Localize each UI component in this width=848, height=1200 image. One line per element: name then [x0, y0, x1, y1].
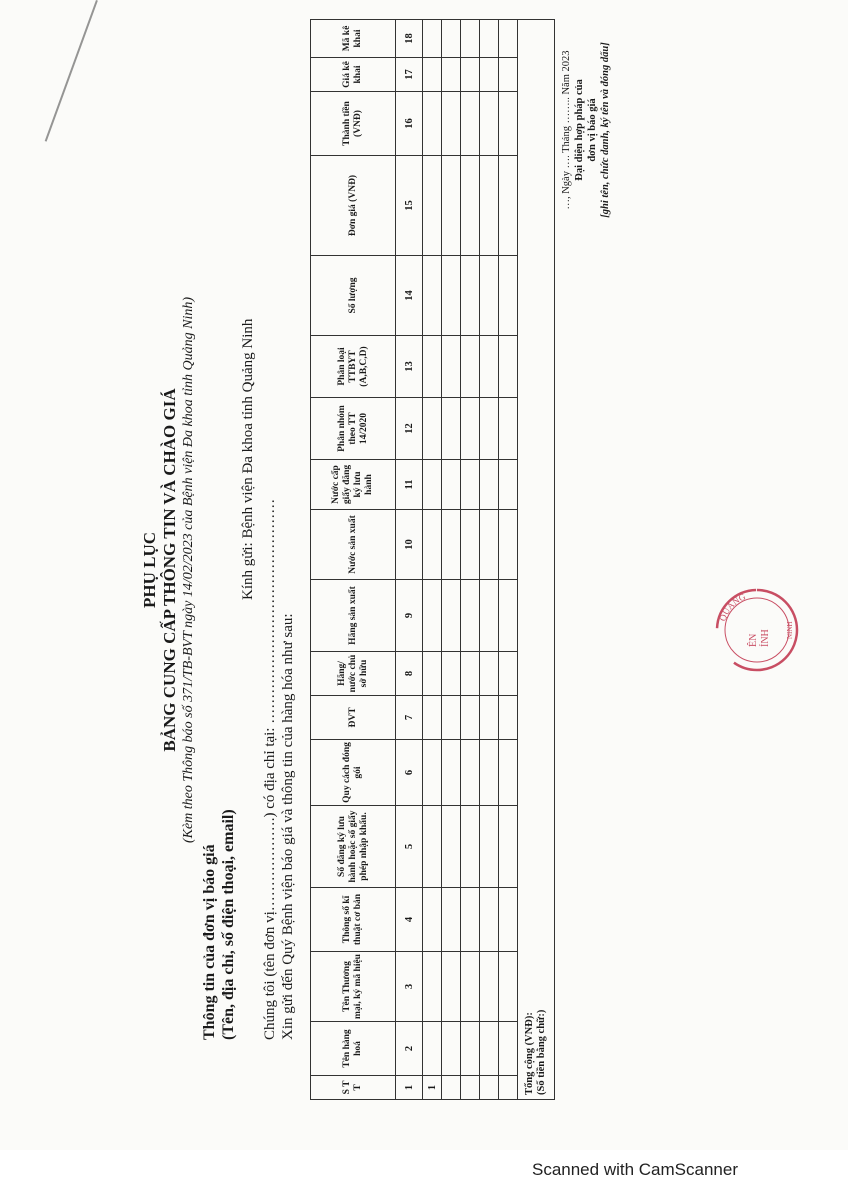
column-number: 6: [396, 740, 423, 806]
table-cell: [480, 1076, 499, 1100]
signature-date-line: …, Ngày …. Tháng …….. Năm 2023: [561, 50, 572, 210]
table-cell: [499, 580, 518, 652]
table-cell: [423, 336, 442, 398]
sender-heading: Thông tin của đơn vị báo giá: [201, 844, 218, 1040]
table-cell: [442, 1022, 461, 1076]
table-cell: [499, 510, 518, 580]
table-cell: [480, 398, 499, 460]
stamp-text-inner-2: ỈNH: [760, 629, 771, 647]
table-cell: [423, 92, 442, 156]
table-cell: [461, 398, 480, 460]
table-cell: [423, 806, 442, 888]
table-cell: [442, 156, 461, 256]
table-cell: [423, 256, 442, 336]
column-number: 9: [396, 580, 423, 652]
table-cell: [442, 696, 461, 740]
table-cell: [461, 696, 480, 740]
col-header: Số lượng: [311, 256, 396, 336]
table-cell: [499, 336, 518, 398]
table-cell: [442, 806, 461, 888]
table-cell: [480, 1022, 499, 1076]
column-number: 2: [396, 1022, 423, 1076]
table-cell: [423, 1022, 442, 1076]
document-subtitle: (Kèm theo Thông báo số 371/TB-BVT ngày 14/02/2023 của Bệnh viện Đa khoa tỉnh Quảng Ninh): [181, 296, 196, 844]
column-number: 10: [396, 510, 423, 580]
table-cell: [480, 92, 499, 156]
col-header: Quy cách đóng gói: [311, 740, 396, 806]
table-row: [423, 20, 442, 1100]
table-cell: [499, 92, 518, 156]
column-number: 1: [396, 1076, 423, 1100]
table-cell: [442, 336, 461, 398]
table-cell: [423, 580, 442, 652]
sender-info: [200, 809, 238, 1040]
signature-role: Đại diện hợp pháp của: [574, 79, 585, 181]
table-cell: [423, 398, 442, 460]
table-cell: [499, 20, 518, 58]
column-number: 7: [396, 696, 423, 740]
col-header: Tên Thương mại, ký mã hiệu: [311, 952, 396, 1022]
column-number-row: [396, 20, 423, 1100]
intro-line-1: Chúng tôi (tên đơn vị……………….) có địa chỉ tại: ………………………………………: [262, 498, 278, 1040]
total-row: [518, 20, 555, 1100]
total-label: Tổng cộng (VNĐ):: [524, 1012, 535, 1095]
signature-block: [560, 10, 612, 250]
column-number: 3: [396, 952, 423, 1022]
table-cell: [461, 20, 480, 58]
table-cell: [461, 460, 480, 510]
col-header: Đơn giá (VNĐ): [311, 156, 396, 256]
col-header: Thành tiền (VNĐ): [311, 92, 396, 156]
table-cell: [461, 92, 480, 156]
quotation-table: [310, 19, 555, 1100]
table-cell: [442, 256, 461, 336]
table-cell: [442, 952, 461, 1022]
table-cell: [499, 460, 518, 510]
table-cell: [442, 888, 461, 952]
table-cell: [423, 952, 442, 1022]
column-number: 5: [396, 806, 423, 888]
sender-subheading: (Tên, địa chỉ, số điện thoại, email): [220, 809, 237, 1040]
table-cell: [480, 740, 499, 806]
table-cell: [499, 156, 518, 256]
col-header: Số đăng ký lưu hành hoặc số giấy phép nhập khẩu.: [311, 806, 396, 888]
table-cell: [442, 510, 461, 580]
col-header: Giá kê khai: [311, 58, 396, 92]
table-cell: [499, 256, 518, 336]
table-cell: [480, 460, 499, 510]
table-cell: [423, 696, 442, 740]
table-cell: [499, 1022, 518, 1076]
column-number: 15: [396, 156, 423, 256]
table-cell: [461, 58, 480, 92]
intro-line-2: Xin gửi đến Quý Bệnh viện báo giá và thông tin của hàng hóa như sau:: [280, 613, 296, 1040]
column-number: 14: [396, 256, 423, 336]
table-cell: [461, 156, 480, 256]
table-cell: [480, 952, 499, 1022]
table-cell: [461, 652, 480, 696]
table-cell: [499, 740, 518, 806]
table-cell: [499, 952, 518, 1022]
stamp-text-bottom: NINH: [786, 621, 794, 639]
table-cell: [480, 20, 499, 58]
stamp-text-inner-1: ÊN: [748, 633, 759, 647]
table-cell: [461, 1076, 480, 1100]
table-cell: [499, 1076, 518, 1100]
table-cell: [480, 156, 499, 256]
table-row: [442, 20, 461, 1100]
table-cell: [461, 806, 480, 888]
table-cell: [499, 58, 518, 92]
column-number: 12: [396, 398, 423, 460]
col-header: Mã kê khai: [311, 20, 396, 58]
table-cell: [499, 398, 518, 460]
table-cell: [499, 806, 518, 888]
table-cell: [461, 580, 480, 652]
column-number: 16: [396, 92, 423, 156]
column-number: 8: [396, 652, 423, 696]
table-row: [461, 20, 480, 1100]
title-block: [140, 20, 198, 1120]
col-header: S T T: [311, 1076, 396, 1100]
table-cell: [442, 58, 461, 92]
table-cell: [480, 806, 499, 888]
table-row: [480, 20, 499, 1100]
table-cell: 1: [423, 1076, 442, 1100]
table-header-row: [311, 20, 396, 1100]
stamp-text-top: QUẢNG: [717, 591, 748, 623]
column-number: 18: [396, 20, 423, 58]
document-label: PHỤ LỤC: [140, 531, 159, 609]
table-cell: [442, 740, 461, 806]
table-cell: [442, 460, 461, 510]
table-cell: [442, 652, 461, 696]
table-cell: [461, 510, 480, 580]
camscanner-watermark: Scanned with CamScanner: [531, 1160, 738, 1179]
col-header: Nước cấp giấy đăng ký lưu hành: [311, 460, 396, 510]
table-cell: [499, 696, 518, 740]
col-header: Phân nhóm theo TT 14/2020: [311, 398, 396, 460]
table-body: [396, 20, 518, 1100]
table-cell: [442, 1076, 461, 1100]
table-cell: [461, 256, 480, 336]
table-row: [499, 20, 518, 1100]
table-cell: [423, 20, 442, 58]
table-cell: [423, 510, 442, 580]
stamp-icon: [712, 585, 802, 675]
table-cell: [423, 58, 442, 92]
table-cell: [442, 398, 461, 460]
table-cell: [442, 20, 461, 58]
col-header: Thông số kĩ thuật cơ bản: [311, 888, 396, 952]
column-number: 17: [396, 58, 423, 92]
col-header: Tên hàng hoá: [311, 1022, 396, 1076]
table-cell: [480, 58, 499, 92]
total-words-label: (Số tiền bằng chữ:): [536, 1009, 547, 1095]
table-cell: [423, 156, 442, 256]
column-number: 11: [396, 460, 423, 510]
col-header: Hãng sản xuất: [311, 580, 396, 652]
signature-role-2: đơn vị báo giá: [587, 98, 598, 162]
table-cell: [461, 1022, 480, 1076]
table-cell: [423, 740, 442, 806]
table-cell: [442, 92, 461, 156]
table-cell: [480, 888, 499, 952]
table-cell: [423, 652, 442, 696]
addressee: Kính gửi: Bệnh viện Đa khoa tỉnh Quảng Ninh: [240, 318, 256, 600]
table-cell: [499, 652, 518, 696]
table-cell: [499, 888, 518, 952]
total-cell: [518, 20, 555, 1100]
table-cell: [461, 740, 480, 806]
table-cell: [480, 580, 499, 652]
col-header: Nước sản xuất: [311, 510, 396, 580]
table-cell: [480, 256, 499, 336]
table-cell: [461, 952, 480, 1022]
column-number: 13: [396, 336, 423, 398]
table-cell: [480, 510, 499, 580]
col-header: Hãng/ nước chủ sở hữu: [311, 652, 396, 696]
table-cell: [423, 888, 442, 952]
table-cell: [461, 336, 480, 398]
table-cell: [442, 580, 461, 652]
table-cell: [480, 696, 499, 740]
col-header: ĐVT: [311, 696, 396, 740]
column-number: 4: [396, 888, 423, 952]
col-header: Phân loại TTBYT (A,B,C,D): [311, 336, 396, 398]
table-cell: [480, 336, 499, 398]
svg-text:QUẢNG: [717, 591, 747, 622]
document-title: BẢNG CUNG CẤP THÔNG TIN VÀ CHÀO GIÁ: [160, 388, 179, 752]
table-cell: [480, 652, 499, 696]
signature-instruction: [ghi tên, chức danh, ký tên và đóng dấu]: [600, 42, 611, 218]
table-cell: [461, 888, 480, 952]
table-cell: [423, 460, 442, 510]
